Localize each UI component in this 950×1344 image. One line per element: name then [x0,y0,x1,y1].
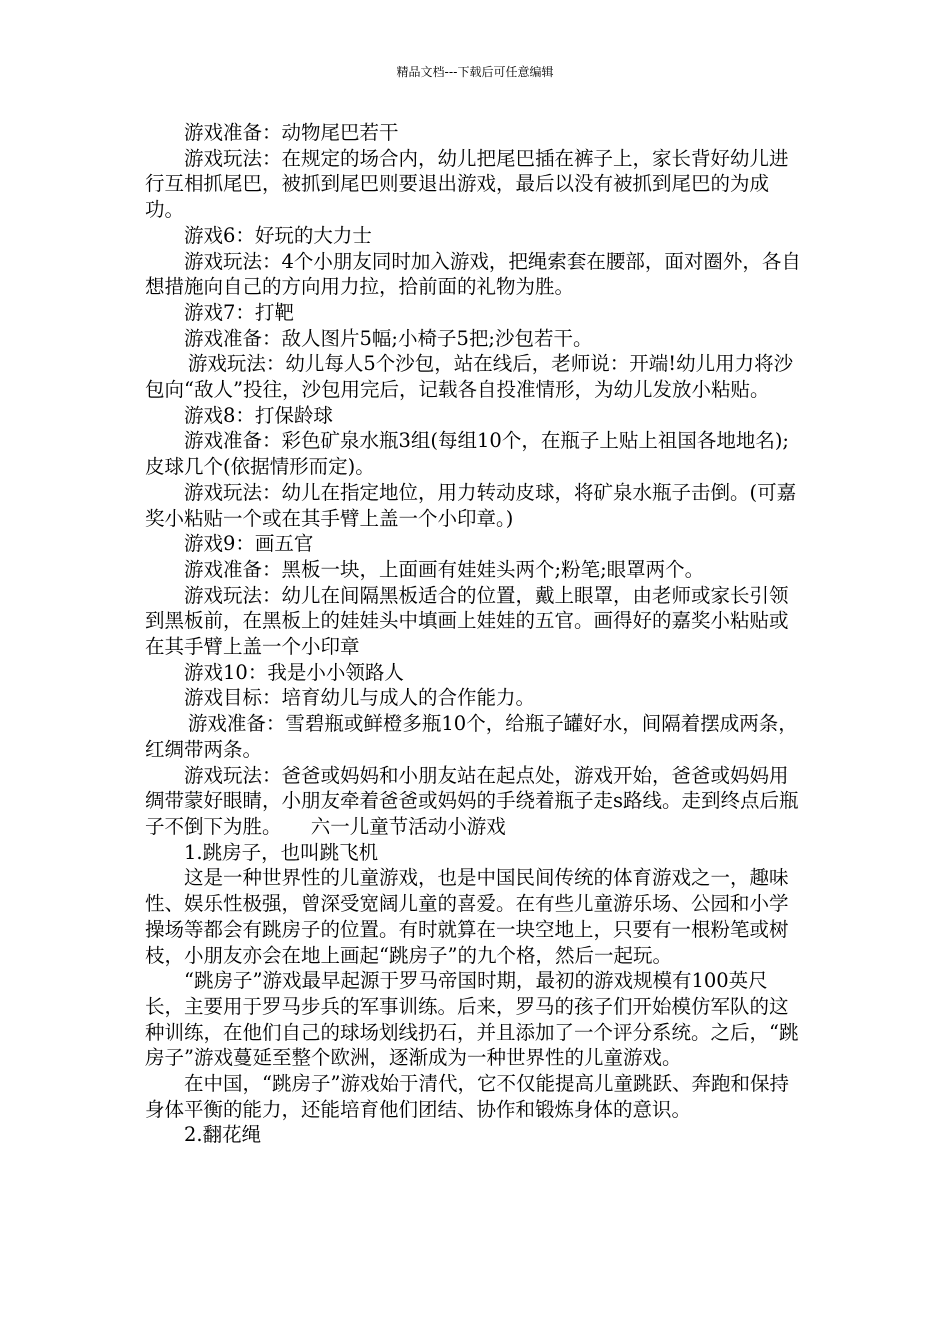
paragraph: 这是一种世界性的儿童游戏，也是中国民间传统的体育游戏之一，趣味性、娱乐性极强，曾深受宽阔儿童的喜爱。在有些儿童游乐场、公园和小学操场等都会有跳房子的位置。有时就算在一块空地上，只要有一根粉笔或树枝，小朋友亦会在地上画起“跳房子”的九个格，然后一起玩。 [145,866,789,967]
paragraph: 游戏玩法：幼儿每人5个沙包，站在线后，老师说：开端!幼儿用力将沙包向“敌人”投往，沙包用完后，记载各自投准情形，为幼儿发放小粘贴。 [145,352,794,402]
paragraph: 游戏6：好玩的大力士 [184,223,372,247]
paragraph: 游戏准备：雪碧瓶或鲜橙多瓶10个，给瓶子罐好水，间隔着摆成两条，红绸带两条。 [145,712,798,761]
document-body [145,120,805,1148]
paragraph: 游戏准备：敌人图片5幅;小椅子5把;沙包若干。 [184,326,593,350]
paragraph: 游戏目标：培育幼儿与成人的合作能力。 [184,686,536,710]
paragraph: 游戏玩法：4个小朋友同时加入游戏，把绳索套在腰部，面对圈外，各自想措施向自己的方向用力拉，拾前面的礼物为胜。 [145,249,801,299]
paragraph: 在中国，“跳房子”游戏始于清代，它不仅能提高儿童跳跃、奔跑和保持身体平衡的能力，还能培育他们团结、协作和锻炼身体的意识。 [145,1072,789,1121]
paragraph: 游戏8：打保龄球 [184,403,333,427]
paragraph: 游戏10：我是小小领路人 [184,660,404,684]
paragraph: “跳房子”游戏最早起源于罗马帝国时期，最初的游戏规模有100英尺长，主要用于罗马步兵的军事训练。后来，罗马的孩子们开始模仿军队的这种训练，在他们自己的球场划线扔石，并且添加了一个评分系统。之后，“跳房子”游戏蔓延至整个欧洲，逐渐成为一种世界性的儿童游戏。 [145,969,799,1070]
page-header: 精品文档---下载后可任意编辑 [396,65,554,79]
paragraph: 游戏准备：黑板一块，上面画有娃娃头两个;粉笔;眼罩两个。 [184,557,705,581]
paragraph: 游戏准备：动物尾巴若干 [184,121,399,144]
paragraph: 游戏玩法：幼儿在指定地位，用力转动皮球，将矿泉水瓶子击倒。(可嘉奖小粘贴一个或在其手臂上盖一个小印章。) [145,480,797,530]
paragraph: 游戏玩法：在规定的场合内，幼儿把尾巴插在裤子上，家长背好幼儿进行互相抓尾巴，被抓到尾巴则要退出游戏，最后以没有被抓到尾巴的为成功。 [145,146,789,222]
paragraph: 游戏7：打靶 [184,300,294,324]
paragraph: 1.跳房子，也叫跳飞机 [184,840,379,864]
paragraph: 游戏玩法：爸爸或妈妈和小朋友站在起点处，游戏开始，爸爸或妈妈用绸带蒙好眼睛，小朋友牵着爸爸或妈妈的手绕着瓶子走s路线。走到终点后瓶子不倒下为胜。 六一儿童节活动小游戏 [145,763,799,838]
paragraph: 游戏准备：彩色矿泉水瓶3组(每组10个，在瓶子上贴上祖国各地地名);皮球几个(依据情形而定)。 [145,429,790,479]
paragraph: 游戏玩法：幼儿在间隔黑板适合的位置，戴上眼罩，由老师或家长引领到黑板前，在黑板上的娃娃头中填画上娃娃的五官。画得好的嘉奖小粘贴或在其手臂上盖一个小印章 [145,583,789,659]
paragraph: 游戏9：画五官 [184,532,314,556]
paragraph: 2.翻花绳 [184,1123,262,1147]
